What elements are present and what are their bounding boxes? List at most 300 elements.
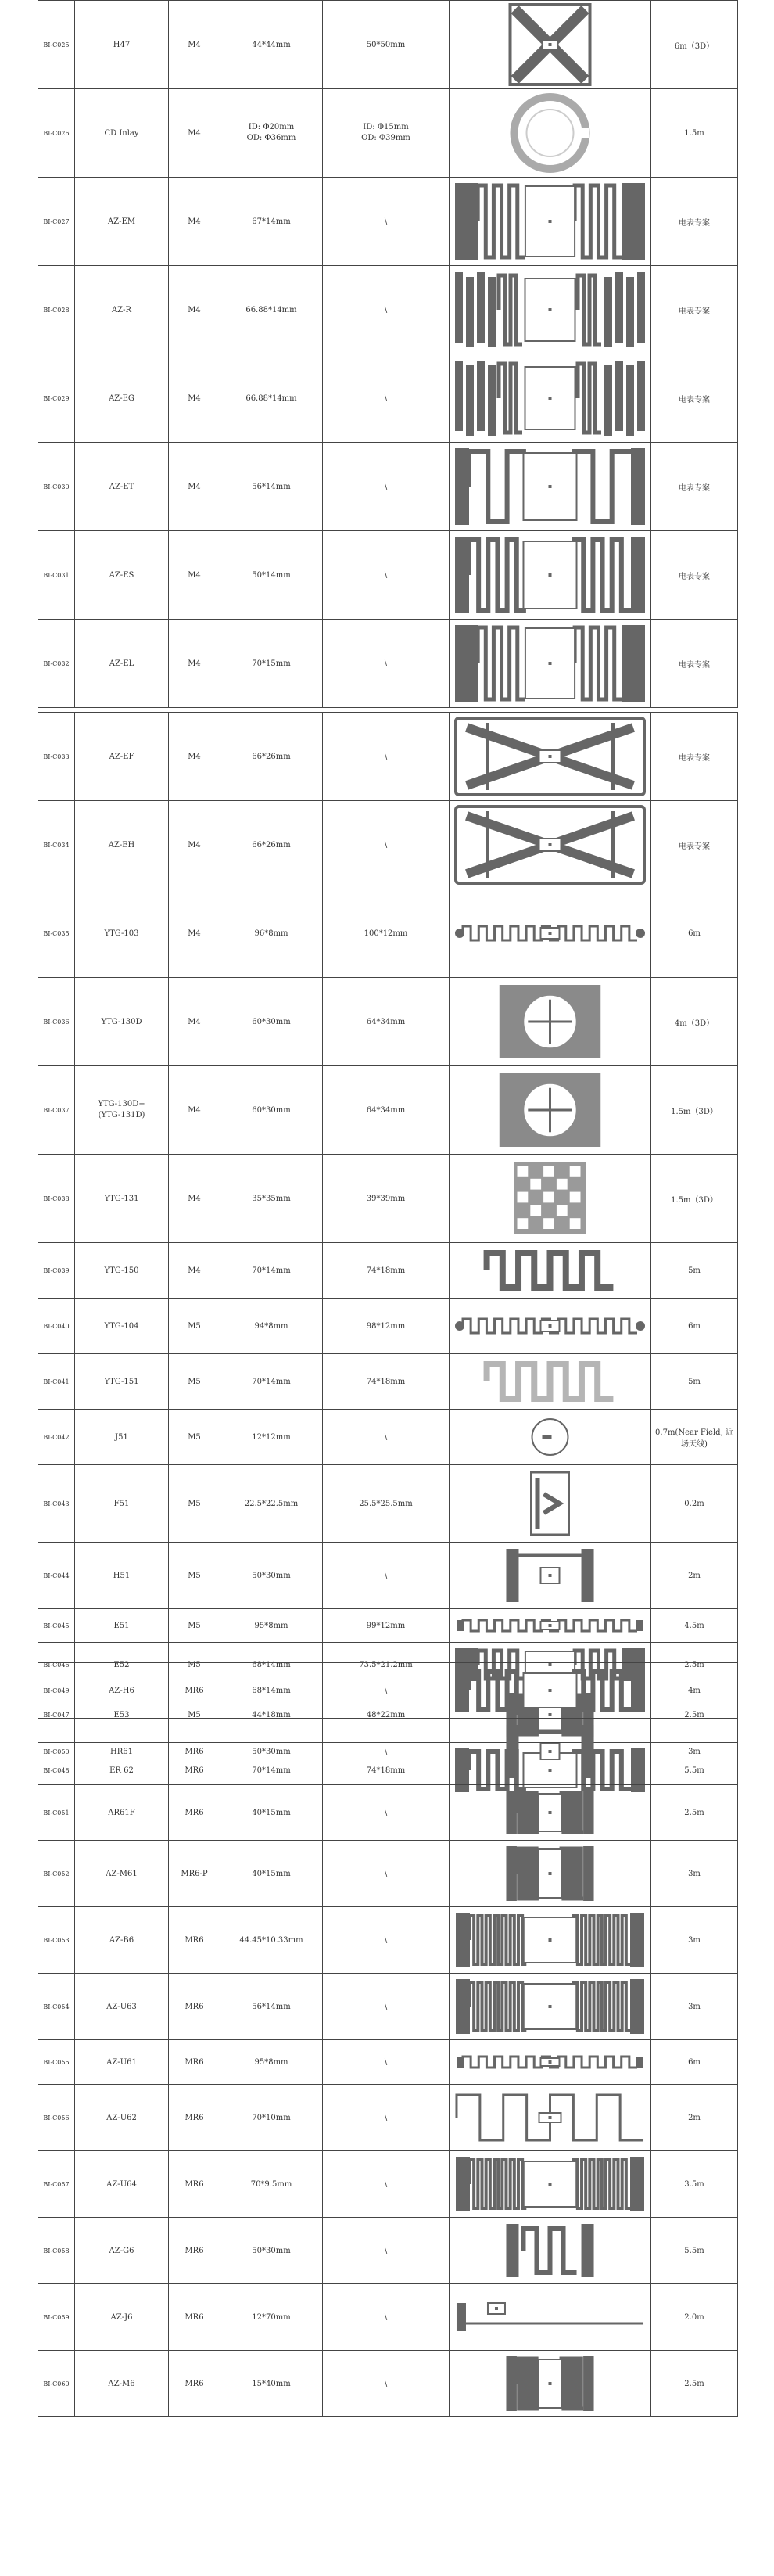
rfid-antenna-diagram (453, 1842, 647, 1905)
rfid-antenna-diagram (453, 1611, 647, 1640)
product-code: BI-C037 (38, 1066, 75, 1155)
rfid-antenna-diagram (453, 1411, 647, 1463)
product-code: BI-C041 (38, 1354, 75, 1410)
read-distance: 3.5m (651, 2151, 738, 2218)
read-distance: 2.0m (651, 2284, 738, 2351)
antenna-image (450, 266, 651, 354)
model-name: AZ-M61 (75, 1841, 169, 1907)
model-name: AZ-U61 (75, 2040, 169, 2085)
inlay-size (323, 89, 450, 178)
read-distance: 3m (651, 1841, 738, 1907)
chip-type: M5 (169, 1543, 220, 1609)
inlay-size: \ (323, 1841, 450, 1907)
inlay-size: \ (323, 2284, 450, 2351)
product-code: BI-C030 (38, 443, 75, 531)
table-row (38, 1299, 738, 1354)
inlay-size: \ (323, 620, 450, 708)
chip-type: MR6 (169, 1719, 220, 1785)
spec-table (38, 1662, 738, 2417)
chip-type: M4 (169, 801, 220, 889)
table-row (38, 1719, 738, 1785)
rfid-antenna-diagram (453, 268, 647, 352)
rfid-antenna-diagram (453, 803, 647, 887)
read-distance: 2.5m (651, 1687, 738, 1743)
model-name: E53 (75, 1687, 169, 1743)
antenna-size: 96*8mm (220, 889, 323, 978)
inlay-size: \ (323, 2040, 450, 2085)
model-name: AZ-U63 (75, 1974, 169, 2040)
model-name: AZ-R (75, 266, 169, 354)
antenna-size: 66.88*14mm (220, 266, 323, 354)
table-row (38, 713, 738, 801)
model-name: AZ-EF (75, 713, 169, 801)
antenna-size: 95*8mm (220, 1609, 323, 1643)
antenna-image (450, 620, 651, 708)
table-row (38, 1, 738, 89)
antenna-image (450, 443, 651, 531)
rfid-antenna-diagram (453, 356, 647, 440)
model-name: AZ-EG (75, 354, 169, 443)
inlay-size: 64*34mm (323, 1066, 450, 1155)
model-name: YTG-103 (75, 889, 169, 978)
rfid-antenna-diagram (453, 1068, 647, 1152)
inlay-size: \ (323, 713, 450, 801)
inlay-size-line: ID: Φ15mm (363, 123, 409, 131)
read-distance: 1.5m（3D） (651, 1155, 738, 1243)
antenna-size: 66*26mm (220, 713, 323, 801)
model-name-line: (YTG-131D) (98, 1111, 145, 1119)
rfid-antenna-diagram (453, 1665, 647, 1716)
product-code: BI-C033 (38, 713, 75, 801)
rfid-antenna-diagram (453, 979, 647, 1064)
antenna-size: 50*14mm (220, 531, 323, 620)
inlay-size: \ (323, 178, 450, 266)
model-name-line: YTG-130D+ (98, 1100, 145, 1108)
model-name: AZ-ET (75, 443, 169, 531)
model-name: YTG-104 (75, 1299, 169, 1354)
model-name: H51 (75, 1543, 169, 1609)
rfid-antenna-diagram (453, 2086, 647, 2149)
read-distance: 2m (651, 2085, 738, 2151)
rfid-antenna-diagram (453, 714, 647, 799)
antenna-size: 70*14mm (220, 1243, 323, 1299)
product-code: BI-C040 (38, 1299, 75, 1354)
antenna-size-line: ID: Φ20mm (248, 123, 295, 131)
antenna-size: 70*10mm (220, 2085, 323, 2151)
table-row (38, 1354, 738, 1410)
spec-table (38, 712, 738, 1798)
chip-type: M4 (169, 713, 220, 801)
inlay-size: \ (323, 2151, 450, 2218)
antenna-size: 67*14mm (220, 178, 323, 266)
chip-type: MR6 (169, 1663, 220, 1719)
rfid-antenna-diagram (453, 1720, 647, 1783)
antenna-image (450, 2284, 651, 2351)
antenna-size: 44.45*10.33mm (220, 1907, 323, 1974)
chip-type: M4 (169, 620, 220, 708)
model-name: AZ-J6 (75, 2284, 169, 2351)
chip-type: MR6-P (169, 1841, 220, 1907)
model-name: J51 (75, 1410, 169, 1465)
inlay-size: 48*22mm (323, 1687, 450, 1743)
chip-type: MR6 (169, 1785, 220, 1841)
product-code: BI-C042 (38, 1410, 75, 1465)
antenna-image (450, 801, 651, 889)
rfid-antenna-diagram (453, 1909, 647, 1971)
product-code: BI-C025 (38, 1, 75, 89)
antenna-image (450, 713, 651, 801)
table-row (38, 2351, 738, 2417)
rfid-antenna-diagram (453, 1544, 647, 1607)
antenna-image (450, 354, 651, 443)
antenna-image (450, 2351, 651, 2417)
read-distance: 5.5m (651, 2218, 738, 2284)
chip-type: M4 (169, 354, 220, 443)
read-distance: 2.5m (651, 1785, 738, 1841)
table-row (38, 801, 738, 889)
antenna-image (450, 1841, 651, 1907)
inlay-size: \ (323, 1785, 450, 1841)
read-distance: 电表专案 (651, 443, 738, 531)
chip-type: MR6 (169, 2085, 220, 2151)
product-code: BI-C054 (38, 1974, 75, 2040)
chip-type: M5 (169, 1609, 220, 1643)
antenna-image (450, 89, 651, 178)
rfid-antenna-diagram (453, 1156, 647, 1241)
table-row (38, 1465, 738, 1543)
product-code: BI-C049 (38, 1663, 75, 1719)
read-distance: 5m (651, 1354, 738, 1410)
table-row (38, 1663, 738, 1719)
antenna-size: 44*18mm (220, 1687, 323, 1743)
product-code: BI-C052 (38, 1841, 75, 1907)
product-code: BI-C035 (38, 889, 75, 978)
antenna-image (450, 1066, 651, 1155)
inlay-size: 50*50mm (323, 1, 450, 89)
inlay-size: \ (323, 266, 450, 354)
inlay-size: 100*12mm (323, 889, 450, 978)
antenna-image (450, 2218, 651, 2284)
read-distance: 6m (651, 889, 738, 978)
table-row (38, 2151, 738, 2218)
inlay-size: \ (323, 2351, 450, 2417)
chip-type: MR6 (169, 2151, 220, 2218)
product-code: BI-C034 (38, 801, 75, 889)
chip-type: M4 (169, 1243, 220, 1299)
product-code: BI-C057 (38, 2151, 75, 2218)
antenna-size: 60*30mm (220, 1066, 323, 1155)
read-distance: 电表专案 (651, 713, 738, 801)
inlay-size: 74*18mm (323, 1743, 450, 1798)
model-name: AZ-EL (75, 620, 169, 708)
inlay-size: 39*39mm (323, 1155, 450, 1243)
read-distance: 2.5m (651, 1643, 738, 1687)
inlay-size: \ (323, 2218, 450, 2284)
antenna-size: 68*14mm (220, 1663, 323, 1719)
chip-type: MR6 (169, 1743, 220, 1798)
product-code: BI-C059 (38, 2284, 75, 2351)
inlay-size: \ (323, 531, 450, 620)
chip-type: M4 (169, 978, 220, 1066)
antenna-size: 12*12mm (220, 1410, 323, 1465)
inlay-size: \ (323, 1543, 450, 1609)
read-distance: 6m (651, 1299, 738, 1354)
antenna-image (450, 2151, 651, 2218)
read-distance: 3m (651, 1974, 738, 2040)
antenna-size: 60*30mm (220, 978, 323, 1066)
antenna-size: 56*14mm (220, 1974, 323, 2040)
read-distance: 5m (651, 1243, 738, 1299)
chip-type: M4 (169, 889, 220, 978)
product-code: BI-C046 (38, 1643, 75, 1687)
rfid-antenna-diagram (453, 2, 647, 87)
rfid-antenna-diagram (453, 1787, 647, 1838)
inlay-size: \ (323, 1663, 450, 1719)
antenna-size: 70*15mm (220, 620, 323, 708)
table-row (38, 1841, 738, 1907)
antenna-size: 66*26mm (220, 801, 323, 889)
model-name: CD Inlay (75, 89, 169, 178)
inlay-size-line: OD: Φ39mm (361, 134, 410, 142)
antenna-size: 22.5*22.5mm (220, 1465, 323, 1543)
antenna-size: 35*35mm (220, 1155, 323, 1243)
antenna-size: 50*30mm (220, 1719, 323, 1785)
read-distance: 0.7m(Near Field, 近场天线) (651, 1410, 738, 1465)
inlay-size: \ (323, 2085, 450, 2151)
rfid-antenna-diagram (453, 91, 647, 175)
rfid-antenna-diagram (453, 891, 647, 975)
product-code: BI-C027 (38, 178, 75, 266)
product-code: BI-C055 (38, 2040, 75, 2085)
chip-type: M5 (169, 1410, 220, 1465)
chip-type: M4 (169, 89, 220, 178)
read-distance: 电表专案 (651, 354, 738, 443)
chip-type: M4 (169, 266, 220, 354)
antenna-image (450, 531, 651, 620)
chip-type: M4 (169, 1, 220, 89)
antenna-image (450, 1719, 651, 1785)
rfid-antenna-diagram (453, 1467, 647, 1540)
model-name: E51 (75, 1609, 169, 1643)
rfid-antenna-diagram (453, 621, 647, 706)
inlay-size: \ (323, 1719, 450, 1785)
read-distance: 3m (651, 1907, 738, 1974)
antenna-size: 94*8mm (220, 1299, 323, 1354)
table-row (38, 1974, 738, 2040)
antenna-image (450, 1410, 651, 1465)
read-distance: 电表专案 (651, 620, 738, 708)
chip-type: M5 (169, 1687, 220, 1743)
antenna-size: 15*40mm (220, 2351, 323, 2417)
product-code: BI-C036 (38, 978, 75, 1066)
table-row (38, 1785, 738, 1841)
antenna-image (450, 1354, 651, 1410)
antenna-image (450, 978, 651, 1066)
model-name: AZ-EH (75, 801, 169, 889)
antenna-image (450, 1155, 651, 1243)
product-code: BI-C043 (38, 1465, 75, 1543)
antenna-image (450, 2085, 651, 2151)
antenna-size: 56*14mm (220, 443, 323, 531)
antenna-size: 70*9.5mm (220, 2151, 323, 2218)
table-row (38, 266, 738, 354)
antenna-size: 70*14mm (220, 1354, 323, 1410)
product-code: BI-C048 (38, 1743, 75, 1798)
product-code: BI-C045 (38, 1609, 75, 1643)
chip-type: M5 (169, 1354, 220, 1410)
product-code: BI-C038 (38, 1155, 75, 1243)
read-distance: 2.5m (651, 2351, 738, 2417)
model-name: AZ-ES (75, 531, 169, 620)
chip-type: M5 (169, 1643, 220, 1687)
rfid-antenna-diagram (453, 2219, 647, 2282)
table-row (38, 1066, 738, 1155)
read-distance: 电表专案 (651, 531, 738, 620)
rfid-antenna-diagram (453, 2286, 647, 2348)
antenna-image (450, 1907, 651, 1974)
antenna-image (450, 2040, 651, 2085)
product-code: BI-C039 (38, 1243, 75, 1299)
inlay-size: 98*12mm (323, 1299, 450, 1354)
read-distance: 2m (651, 1543, 738, 1609)
chip-type: MR6 (169, 2218, 220, 2284)
inlay-size: \ (323, 443, 450, 531)
antenna-size: 50*30mm (220, 2218, 323, 2284)
table-row (38, 620, 738, 708)
product-code: BI-C031 (38, 531, 75, 620)
table-row (38, 2040, 738, 2085)
model-name: YTG-151 (75, 1354, 169, 1410)
spec-table-2 (38, 712, 738, 1798)
antenna-size: 66.88*14mm (220, 354, 323, 443)
rfid-antenna-diagram (453, 1975, 647, 2038)
rfid-antenna-diagram (453, 1356, 647, 1407)
inlay-size: 64*34mm (323, 978, 450, 1066)
rfid-antenna-diagram (453, 1245, 647, 1296)
table-row (38, 178, 738, 266)
model-name: H47 (75, 1, 169, 89)
table-row (38, 1410, 738, 1465)
antenna-image (450, 178, 651, 266)
inlay-size: 74*18mm (323, 1243, 450, 1299)
table-row (38, 354, 738, 443)
inlay-size: 74*18mm (323, 1354, 450, 1410)
read-distance: 电表专案 (651, 178, 738, 266)
rfid-antenna-diagram (453, 2042, 647, 2082)
rfid-antenna-diagram (453, 533, 647, 617)
inlay-size: \ (323, 1907, 450, 1974)
model-name: AZ-EM (75, 178, 169, 266)
rfid-antenna-diagram (453, 179, 647, 264)
chip-type: M4 (169, 443, 220, 531)
product-code: BI-C032 (38, 620, 75, 708)
rfid-antenna-diagram (453, 444, 647, 529)
inlay-size: \ (323, 1410, 450, 1465)
antenna-size: 44*44mm (220, 1, 323, 89)
spec-table-1 (38, 0, 738, 708)
table-row (38, 443, 738, 531)
read-distance: 4.5m (651, 1609, 738, 1643)
chip-type: MR6 (169, 1907, 220, 1974)
antenna-image (450, 1543, 651, 1609)
antenna-image (450, 889, 651, 978)
table-row (38, 2218, 738, 2284)
chip-type: M5 (169, 1465, 220, 1543)
read-distance: 4m（3D） (651, 978, 738, 1066)
antenna-image (450, 1974, 651, 2040)
model-name: AR61F (75, 1785, 169, 1841)
table-row (38, 2085, 738, 2151)
model-name: AZ-U62 (75, 2085, 169, 2151)
table-row (38, 1243, 738, 1299)
chip-type: MR6 (169, 2284, 220, 2351)
antenna-size: 40*15mm (220, 1841, 323, 1907)
antenna-image (450, 1, 651, 89)
read-distance: 1.5m (651, 89, 738, 178)
antenna-size: 68*14mm (220, 1643, 323, 1687)
product-code: BI-C051 (38, 1785, 75, 1841)
inlay-size: 73.5*21.2mm (323, 1643, 450, 1687)
model-name: YTG-131 (75, 1155, 169, 1243)
table-row (38, 889, 738, 978)
product-code: BI-C058 (38, 2218, 75, 2284)
antenna-image (450, 1299, 651, 1354)
inlay-size: \ (323, 1974, 450, 2040)
antenna-size: 12*70mm (220, 2284, 323, 2351)
antenna-size-line: OD: Φ36mm (246, 134, 296, 142)
model-name: F51 (75, 1465, 169, 1543)
chip-type: M4 (169, 1066, 220, 1155)
model-name: YTG-130D (75, 978, 169, 1066)
chip-type: MR6 (169, 2351, 220, 2417)
model-name: AZ-H6 (75, 1663, 169, 1719)
model-name: HR61 (75, 1719, 169, 1785)
antenna-image (450, 1243, 651, 1299)
antenna-image (450, 1609, 651, 1643)
read-distance: 3m (651, 1719, 738, 1785)
model-name: AZ-U64 (75, 2151, 169, 2218)
model-name: AZ-B6 (75, 1907, 169, 1974)
rfid-antenna-diagram (453, 2153, 647, 2215)
antenna-image (450, 1465, 651, 1543)
inlay-size: \ (323, 801, 450, 889)
inlay-size: 99*12mm (323, 1609, 450, 1643)
chip-type: M4 (169, 178, 220, 266)
product-code: BI-C060 (38, 2351, 75, 2417)
spec-table (38, 0, 738, 708)
antenna-size: 70*14mm (220, 1743, 323, 1798)
product-code: BI-C053 (38, 1907, 75, 1974)
table-row (38, 1907, 738, 1974)
spec-table-3 (38, 1662, 738, 2417)
product-code: BI-C029 (38, 354, 75, 443)
antenna-image (450, 1785, 651, 1841)
chip-type: M4 (169, 531, 220, 620)
table-row (38, 1155, 738, 1243)
product-code: BI-C047 (38, 1687, 75, 1743)
antenna-size (220, 89, 323, 178)
model-name: E52 (75, 1643, 169, 1687)
table-row (38, 531, 738, 620)
antenna-size: 50*30mm (220, 1543, 323, 1609)
chip-type: MR6 (169, 1974, 220, 2040)
table-row (38, 1609, 738, 1643)
read-distance: 1.5m（3D） (651, 1066, 738, 1155)
rfid-antenna-diagram (453, 2352, 647, 2415)
model-name (75, 1066, 169, 1155)
model-name: AZ-M6 (75, 2351, 169, 2417)
inlay-size: \ (323, 354, 450, 443)
